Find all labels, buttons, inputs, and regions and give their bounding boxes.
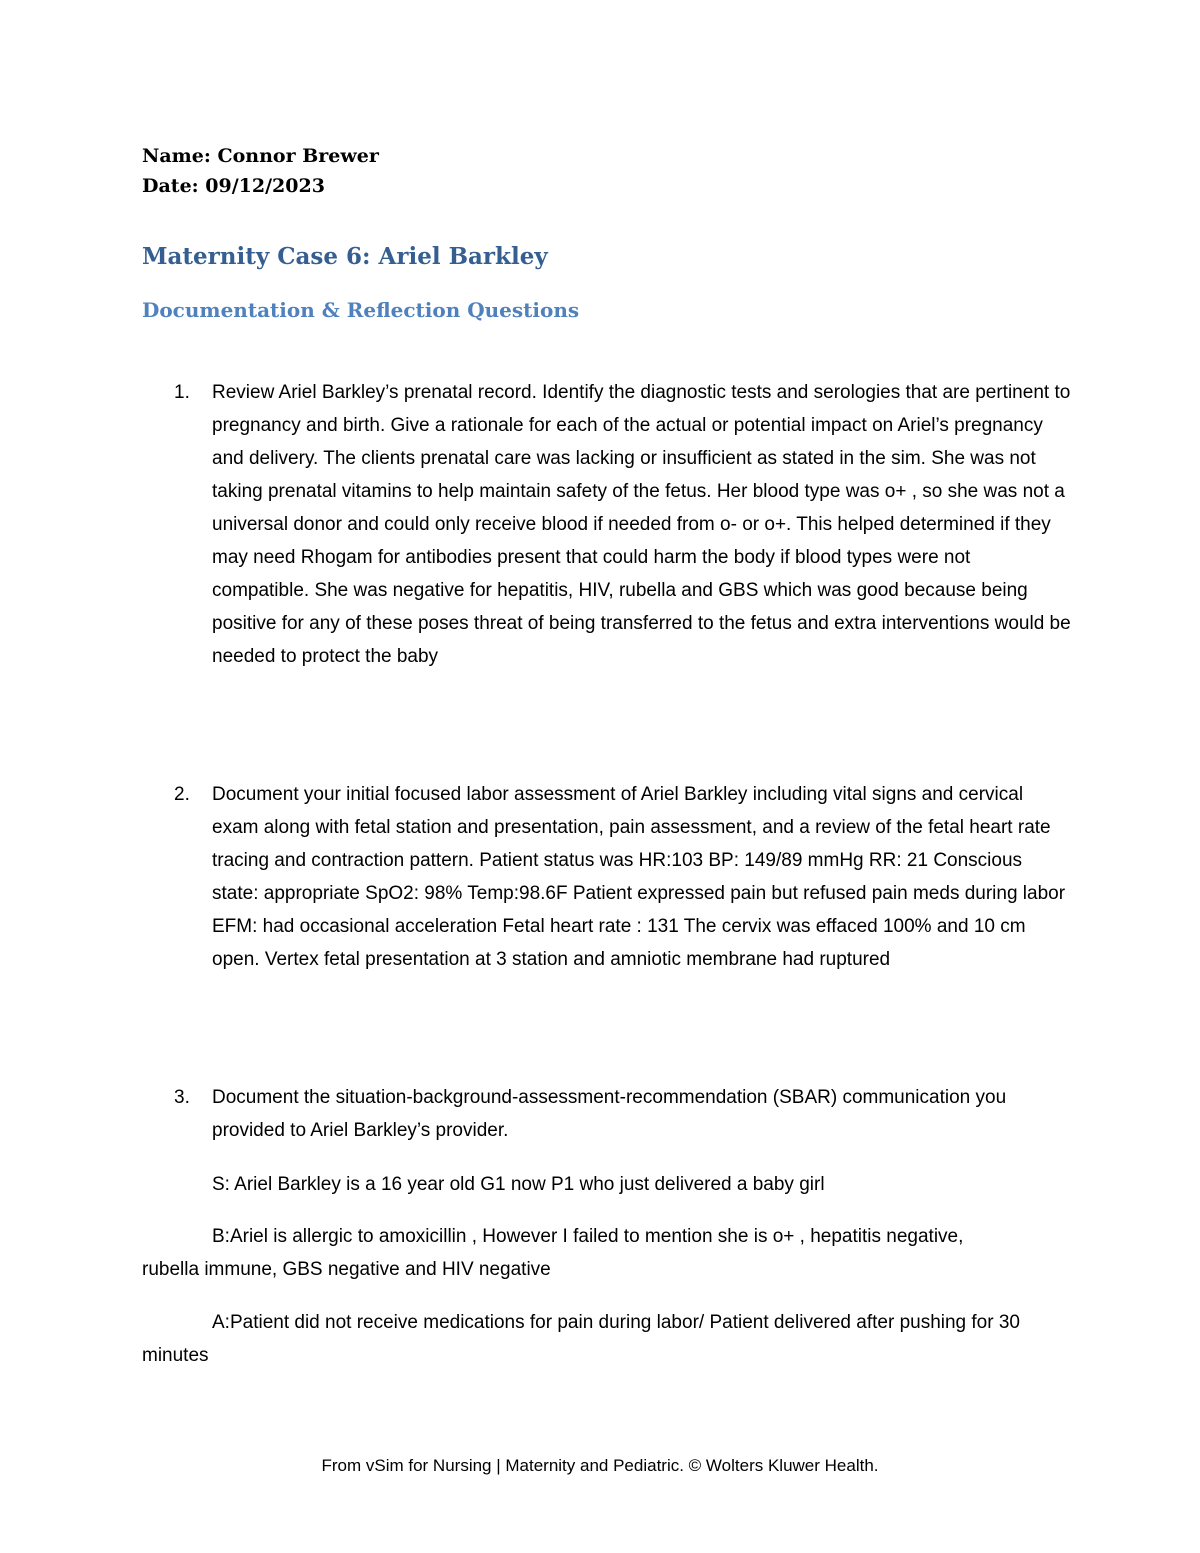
case-title: Maternity Case 6: Ariel Barkley <box>142 243 548 270</box>
question-text: Document your initial focused labor assessment of Ariel Barkley including vital signs and cervical exam along with fetal station and presentation, pain assessment, and a review of the fetal heart rate tracing and contraction pattern. Patient status was HR:103 BP: 149/89 mmHg RR: 21 Conscious state: appropriate SpO2: 98% Temp:98.6F Patient expressed pain but refused pain meds during labor EFM: had occasional acceleration Fetal heart rate : 131 The cervix was effaced 100% and 10 cm open. Vertex fetal presentation at 3 station and amniotic membrane had ruptured <box>212 784 1066 970</box>
sbar-situation: S: Ariel Barkley is a 16 year old G1 now P1 who just delivered a baby girl <box>212 1174 825 1195</box>
student-info <box>142 141 379 201</box>
page-footer: From vSim for Nursing | Maternity and Pediatric. © Wolters Kluwer Health. <box>321 1456 879 1475</box>
question-number: 1. <box>174 382 190 403</box>
section-heading: Documentation & Reflection Questions <box>142 298 580 322</box>
question-number: 2. <box>174 784 190 805</box>
question-item <box>142 1081 1072 1147</box>
student-name: Name: Connor Brewer <box>142 145 379 167</box>
sbar-assessment: A:Patient did not receive medications for pain during labor/ Patient delivered after pushing for 30 minutes <box>142 1312 1020 1366</box>
assignment-date: Date: 09/12/2023 <box>142 175 325 197</box>
question-text: Document the situation-background-assessment-recommendation (SBAR) communication you provided to Ariel Barkley’s provider. <box>212 1087 1007 1141</box>
question-number: 3. <box>174 1087 190 1108</box>
sbar-background: B:Ariel is allergic to amoxicillin , However I failed to mention she is o+ , hepatitis negative, rubella immune, GBS negative and HIV negative <box>142 1226 964 1280</box>
question-item <box>142 778 1072 976</box>
question-text: Review Ariel Barkley’s prenatal record. Identify the diagnostic tests and serologies that are pertinent to pregnancy and birth. Give a rationale for each of the actual or potential impact on Ariel’s pregnancy and delivery. The clients prenatal care was lacking or insufficient as stated in the sim. She was not taking prenatal vitamins to help maintain safety of the fetus. Her blood type was o+ , so she was not a universal donor and could only receive blood if needed from o- or o+. This helped determined if they may need Rhogam for antibodies present that could harm the body if blood types were not compatible. She was negative for hepatitis, HIV, rubella and GBS which was good because being positive for any of these poses threat of being transferred to the fetus and extra interventions would be needed to protect the baby <box>212 382 1071 667</box>
question-item <box>142 376 1072 673</box>
